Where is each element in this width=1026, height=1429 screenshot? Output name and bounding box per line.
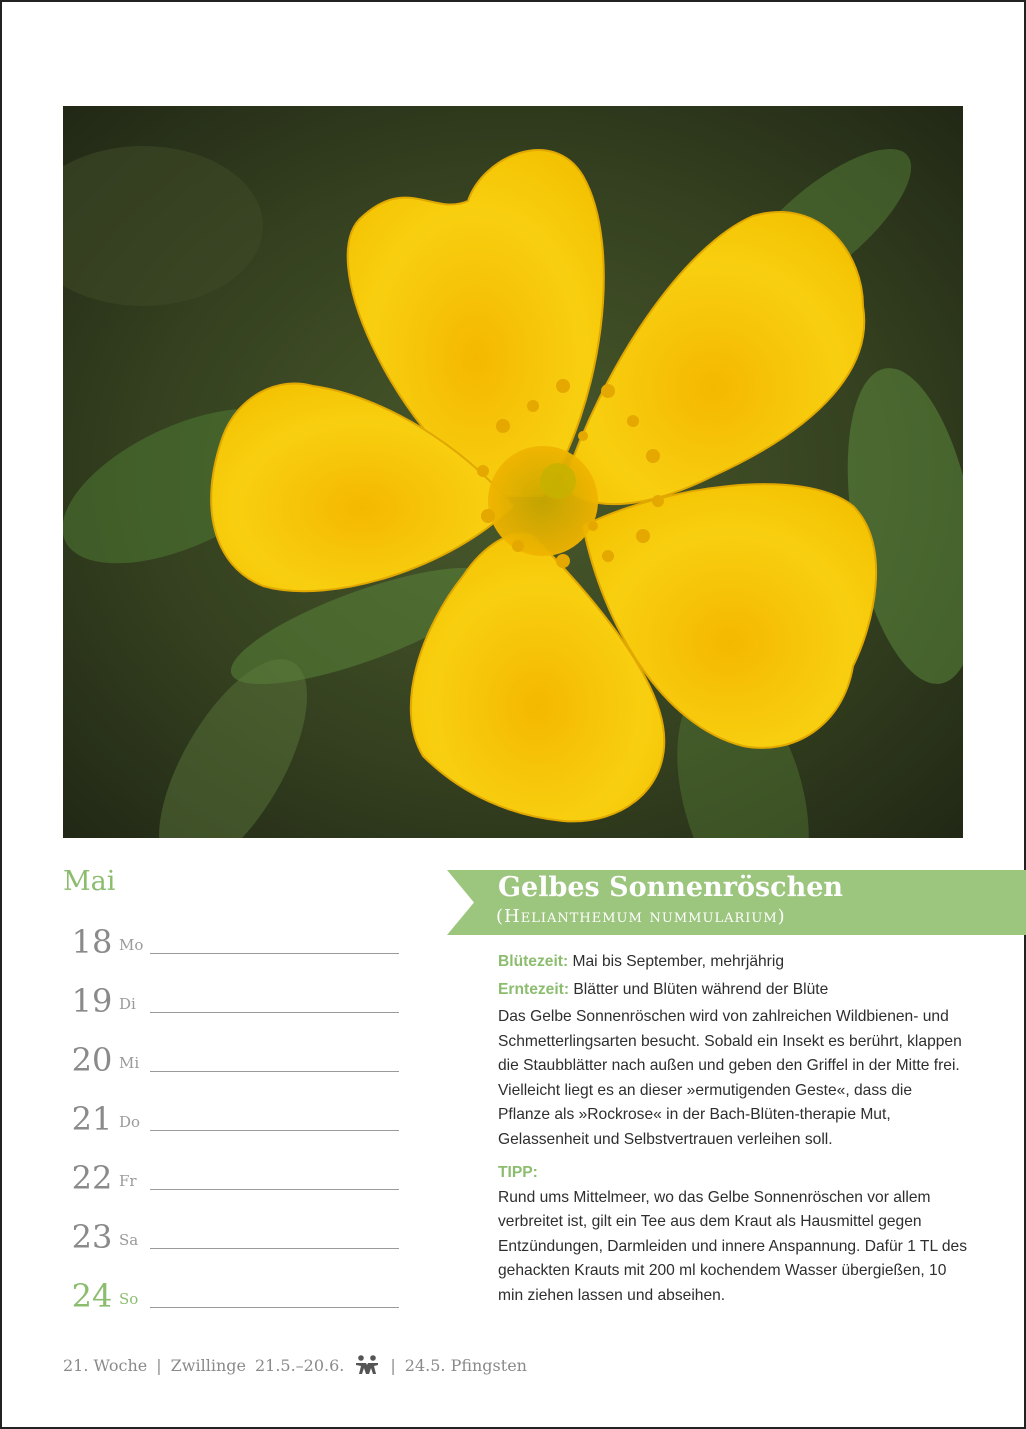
plant-latin-name: (Helianthemum nummularium) (496, 906, 786, 927)
harvest-time (498, 978, 968, 1003)
day-number: 22 (71, 1159, 113, 1197)
footer (63, 1355, 527, 1375)
bloom-value: Mai bis September, mehrjährig (572, 953, 784, 970)
note-line[interactable] (150, 1130, 399, 1131)
month-label: Mai (63, 866, 116, 897)
weekday-label: Mi (119, 1054, 140, 1072)
plant-description: Das Gelbe Sonnenröschen wird von zahlreichen Wildbienen- und Schmetterlingsarten besucht. Sobald ein Insekt es berührt, klappen die Staubblätter nach außen und geben den Griffel in der Mitte frei. Vielleicht liegt es an dieser »ermutigenden Geste«, dass die Pflanze als »Rockrose« in der Bach-Blüten-therapie Mut, Gelassenheit und Selbstvertrauen verleihen soll. (498, 1008, 962, 1148)
day-number: 21 (71, 1100, 113, 1138)
note-line[interactable] (150, 1071, 399, 1072)
gemini-icon (353, 1355, 381, 1375)
separator: | (390, 1355, 396, 1375)
day-row-21[interactable] (63, 1099, 399, 1139)
weekday-label: Di (119, 995, 136, 1013)
weekday-label: Fr (119, 1172, 137, 1190)
separator: | (156, 1355, 162, 1375)
weekday-label: Mo (119, 936, 144, 954)
tip-text: Rund ums Mittelmeer, wo das Gelbe Sonnenröschen vor allem verbreitet ist, gilt ein Tee aus dem Kraut als Hausmittel gegen Entzündungen, Darmleiden und innere Anspannung. Dafür 1 TL des gehackten Krauts mit 200 ml kochendem Wasser übergießen, 10 min ziehen lassen und abseihen. (498, 1188, 968, 1304)
day-row-24[interactable] (63, 1276, 399, 1316)
note-line[interactable] (150, 953, 399, 954)
weekday-label: Sa (119, 1231, 139, 1249)
day-row-22[interactable] (63, 1158, 399, 1198)
day-number: 23 (71, 1218, 113, 1256)
week-number: 21. Woche (63, 1355, 148, 1375)
day-number: 18 (71, 923, 113, 961)
day-number: 20 (71, 1041, 113, 1079)
note-line[interactable] (150, 1307, 399, 1308)
bloom-time (498, 950, 968, 975)
day-number: 19 (71, 982, 113, 1020)
harvest-value: Blätter und Blüten während der Blüte (573, 980, 829, 998)
holiday: 24.5. Pfingsten (404, 1355, 527, 1375)
harvest-label: Erntezeit: (498, 980, 570, 998)
day-row-19[interactable] (63, 981, 399, 1021)
day-number: 24 (71, 1277, 113, 1315)
zodiac-sign: Zwillinge (170, 1355, 246, 1375)
weekday-label: Do (119, 1113, 141, 1131)
flower-photo (63, 106, 963, 838)
note-line[interactable] (150, 1189, 399, 1190)
weekday-label: So (119, 1290, 139, 1308)
day-row-18[interactable] (63, 922, 399, 962)
note-line[interactable] (150, 1012, 399, 1013)
plant-title: Gelbes Sonnenröschen (498, 872, 844, 903)
tip-heading: TIPP: (498, 1164, 538, 1181)
plant-info (498, 950, 968, 1308)
day-row-23[interactable] (63, 1217, 399, 1257)
zodiac-range: 21.5.–20.6. (254, 1355, 345, 1375)
day-row-20[interactable] (63, 1040, 399, 1080)
note-line[interactable] (150, 1248, 399, 1249)
bloom-label: Blütezeit: (498, 953, 569, 970)
